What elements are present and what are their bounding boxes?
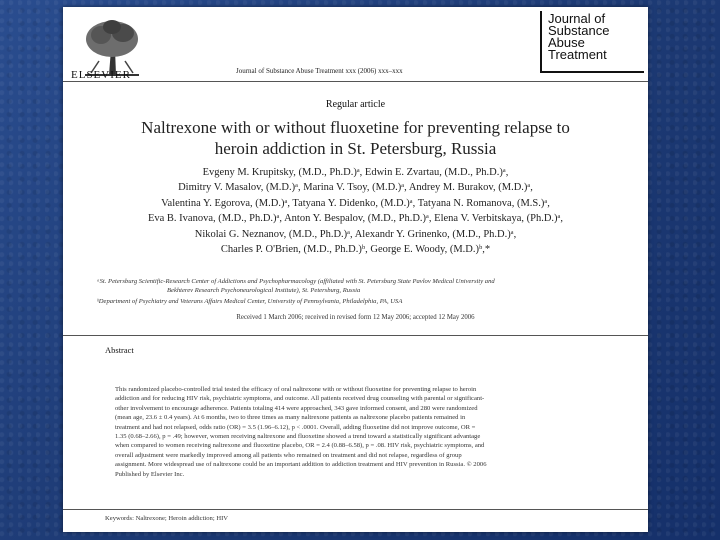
journal-title-line: Abuse [548,35,585,50]
journal-title-line: Journal of [548,11,606,26]
title-line: heroin addiction in St. Petersburg, Russia [214,139,497,158]
title-line: Naltrexone with or without fluoxetine for preventing relapse to [141,118,570,137]
abstract-line: This randomized placebo-controlled trial tested the efficacy of oral naltrexone with or without fluoxetine for preventing relapse to heroin [115,386,477,393]
section-label: Regular article [325,99,386,110]
abstract-line: when compared to women receiving naltrexone and fluoxetine placebo, OR = 2.4 (0.88–6.58), p = .08. HIV risk, psychiatric symptoms, and [115,442,485,450]
article-title [83,117,628,159]
abstract-line: (mean age, 23.6 ± 0.4 years). At 6 months, two to three times as many naltrexone patients as naltrexone placebo patients remained in [115,414,466,422]
author-line: Charles P. O'Brien, (M.D., Ph.D.)ᵇ, George E. Woody, (M.D.)ᵇ,* [220,244,491,256]
abstract-body [115,385,626,479]
author-line: Eva B. Ivanova, (M.D., Ph.D.)ᵃ, Anton Y. Bespalov, (M.D., Ph.D.)ᵃ, Elena V. Verbitskaya, (Ph.D.)ᵃ, [147,213,564,225]
keywords: Keywords: Naltrexone; Heroin addiction; HIV [105,515,229,522]
author-line: Valentina Y. Egorova, (M.D.)ᵃ, Tatyana Y. Didenko, (M.D.)ᵃ, Tatyana N. Romanova, (M.S.)ᵃ, [161,197,550,209]
author-line: Nikolai G. Neznanov, (M.D., Ph.D.)ᵃ, Alexandr Y. Grinenko, (M.D., Ph.D.)ᵃ, [194,228,517,240]
author-line: Dimitry V. Masalov, (M.D.)ᵃ, Marina V. Tsoy, (M.D.)ᵃ, Andrey M. Burakov, (M.D.)ᵃ, [178,182,533,194]
abstract-line: Published by Elsevier Inc. [115,470,185,478]
publisher-name: ELSEVIER [71,69,131,81]
journal-title [548,13,642,61]
abstract-rule [63,335,648,336]
received-dates: Received 1 March 2006; received in revised form 12 May 2006; accepted 12 May 2006 [236,314,475,321]
journal-citation: Journal of Substance Abuse Treatment xxx (2006) xxx–xxx [236,67,403,75]
abstract-line: addiction and for reducing HIV risk, psychiatric symptoms, and outcome. All patients received drug counseling with parental or significant- [115,395,485,403]
keywords-rule [63,509,648,510]
abstract-line: other involvement to encourage adherence. Patients totaling 414 were approached, 343 gave informed consent, and 280 were randomized [115,404,478,412]
author-list [93,165,618,257]
abstract-line: treatment and had not relapsed, odds ratio (OR) = 3.5 (1.96–6.12), p < .0001. Overall, adding fluoxetine did not improve outcome, OR = [115,423,476,431]
affiliation-b: ᵇDepartment of Psychiatry and Veterans Affairs Medical Center, University of Pennsylvania, Philadelphia, PA, USA [97,298,403,305]
affiliation-line: Bekhterev Research Psychoneurological Institute), St. Petersburg, Russia [167,287,361,294]
article-page [63,7,648,532]
abstract-line: 1.35 (0.68–2.66), p = .49; however, women receiving naltrexone and fluoxetine showed a trend toward a statistically significant advantage [115,433,481,441]
abstract-heading: Abstract [105,345,134,355]
abstract-line: assignment. More widespread use of naltrexone could be an important addition to addiction treatment and HIV prevention in Russia. © 2006 [115,461,487,469]
abstract-line: overall adjustment were markedly improved among all patients who remained on treatment and did not relapse, regardless of group [115,451,462,459]
journal-title-line: Substance [548,23,610,38]
author-line: Evgeny M. Krupitsky, (M.D., Ph.D.)ᵃ, Edwin E. Zvartau, (M.D., Ph.D.)ᵃ, [202,167,509,178]
affiliation-line: ᵃSt. Petersburg Scientific-Research Center of Addictions and Psychopharmacology (affiliated with St. Petersburg State Pavlov Medical University and [97,278,495,285]
header-rule [63,81,648,82]
affiliation-a [97,277,628,295]
journal-title-line: Treatment [548,47,607,62]
journal-masthead [540,11,644,73]
